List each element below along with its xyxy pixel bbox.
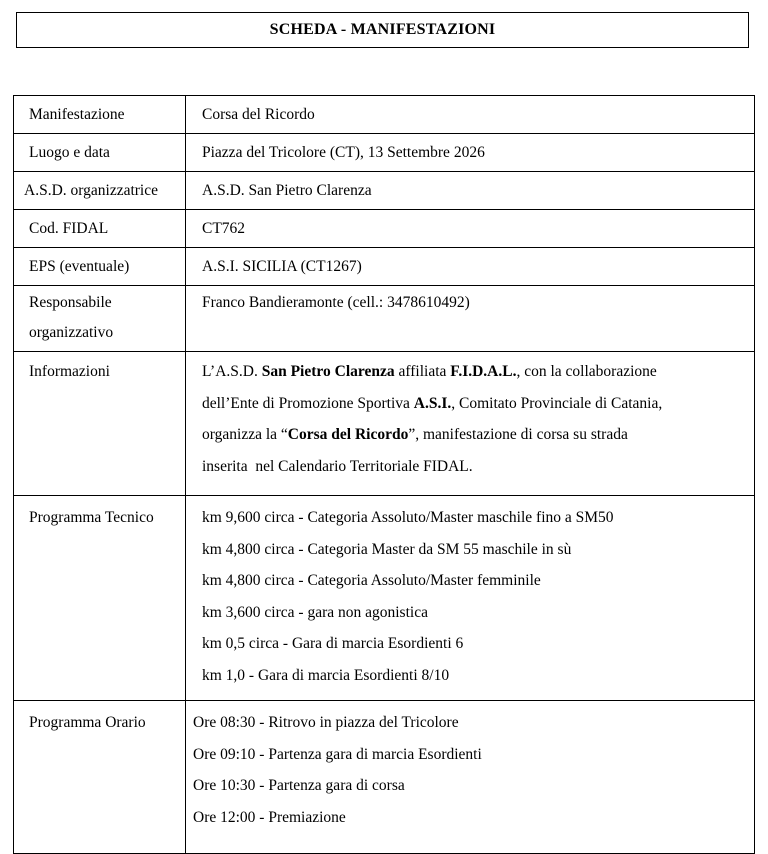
table-row (14, 496, 755, 701)
table-row (14, 248, 755, 286)
row-value-programma-orario (186, 701, 755, 854)
row-label-programma-orario: Programma Orario (14, 701, 186, 854)
table-row (14, 352, 755, 496)
info-line: inserita nel Calendario Territoriale FIDAL. (202, 457, 473, 475)
list-item: Ore 12:00 - Premiazione (193, 808, 346, 826)
table-row (14, 210, 755, 248)
row-value-manifestazione: Corsa del Ricordo (186, 96, 755, 134)
label-line: organizzativo (29, 324, 114, 341)
event-sheet-table (13, 95, 755, 854)
row-value-eps: A.S.I. SICILIA (CT1267) (186, 248, 755, 286)
row-value-luogo: Piazza del Tricolore (CT), 13 Settembre 2026 (186, 134, 755, 172)
list-item: Ore 09:10 - Partenza gara di marcia Esordienti (193, 745, 482, 763)
row-label-manifestazione: Manifestazione (14, 96, 186, 134)
list-item: Ore 10:30 - Partenza gara di corsa (193, 777, 405, 794)
info-line: L’A.S.D. San Pietro Clarenza affiliata F.I.D.A.L., con la collaborazione (202, 363, 657, 380)
row-label-informazioni: Informazioni (14, 352, 186, 496)
table-row (14, 172, 755, 210)
info-line: organizza la “Corsa del Ricordo”, manifestazione di corsa su strada (202, 426, 628, 443)
list-item: km 0,5 circa - Gara di marcia Esordienti 6 (202, 635, 464, 652)
row-value-responsabile: Franco Bandieramonte (cell.: 3478610492) (186, 286, 755, 352)
list-item: km 4,800 circa - Categoria Master da SM 55 maschile in sù (202, 540, 572, 558)
document-title: SCHEDA - MANIFESTAZIONI (16, 12, 749, 48)
row-label-asd: A.S.D. organizzatrice (14, 172, 186, 210)
row-label-cod: Cod. FIDAL (14, 210, 186, 248)
label-line: Responsabile (29, 294, 112, 311)
table-row (14, 701, 755, 854)
row-label-responsabile (14, 286, 186, 352)
table-row (14, 286, 755, 352)
row-label-eps: EPS (eventuale) (14, 248, 186, 286)
row-value-informazioni (186, 352, 755, 496)
info-line: dell’Ente di Promozione Sportiva A.S.I., Comitato Provinciale di Catania, (202, 394, 663, 412)
row-value-asd: A.S.D. San Pietro Clarenza (186, 172, 755, 210)
list-item: km 9,600 circa - Categoria Assoluto/Master maschile fino a SM50 (202, 509, 614, 526)
table-row (14, 134, 755, 172)
list-item: Ore 08:30 - Ritrovo in piazza del Tricolore (193, 714, 459, 731)
row-value-programma-tecnico (186, 496, 755, 701)
row-label-programma-tecnico: Programma Tecnico (14, 496, 186, 701)
table-row (14, 96, 755, 134)
row-value-cod: CT762 (186, 210, 755, 248)
list-item: km 1,0 - Gara di marcia Esordienti 8/10 (202, 666, 450, 684)
list-item: km 3,600 circa - gara non agonistica (202, 603, 428, 621)
list-item: km 4,800 circa - Categoria Assoluto/Master femminile (202, 572, 541, 589)
row-label-luogo: Luogo e data (14, 134, 186, 172)
